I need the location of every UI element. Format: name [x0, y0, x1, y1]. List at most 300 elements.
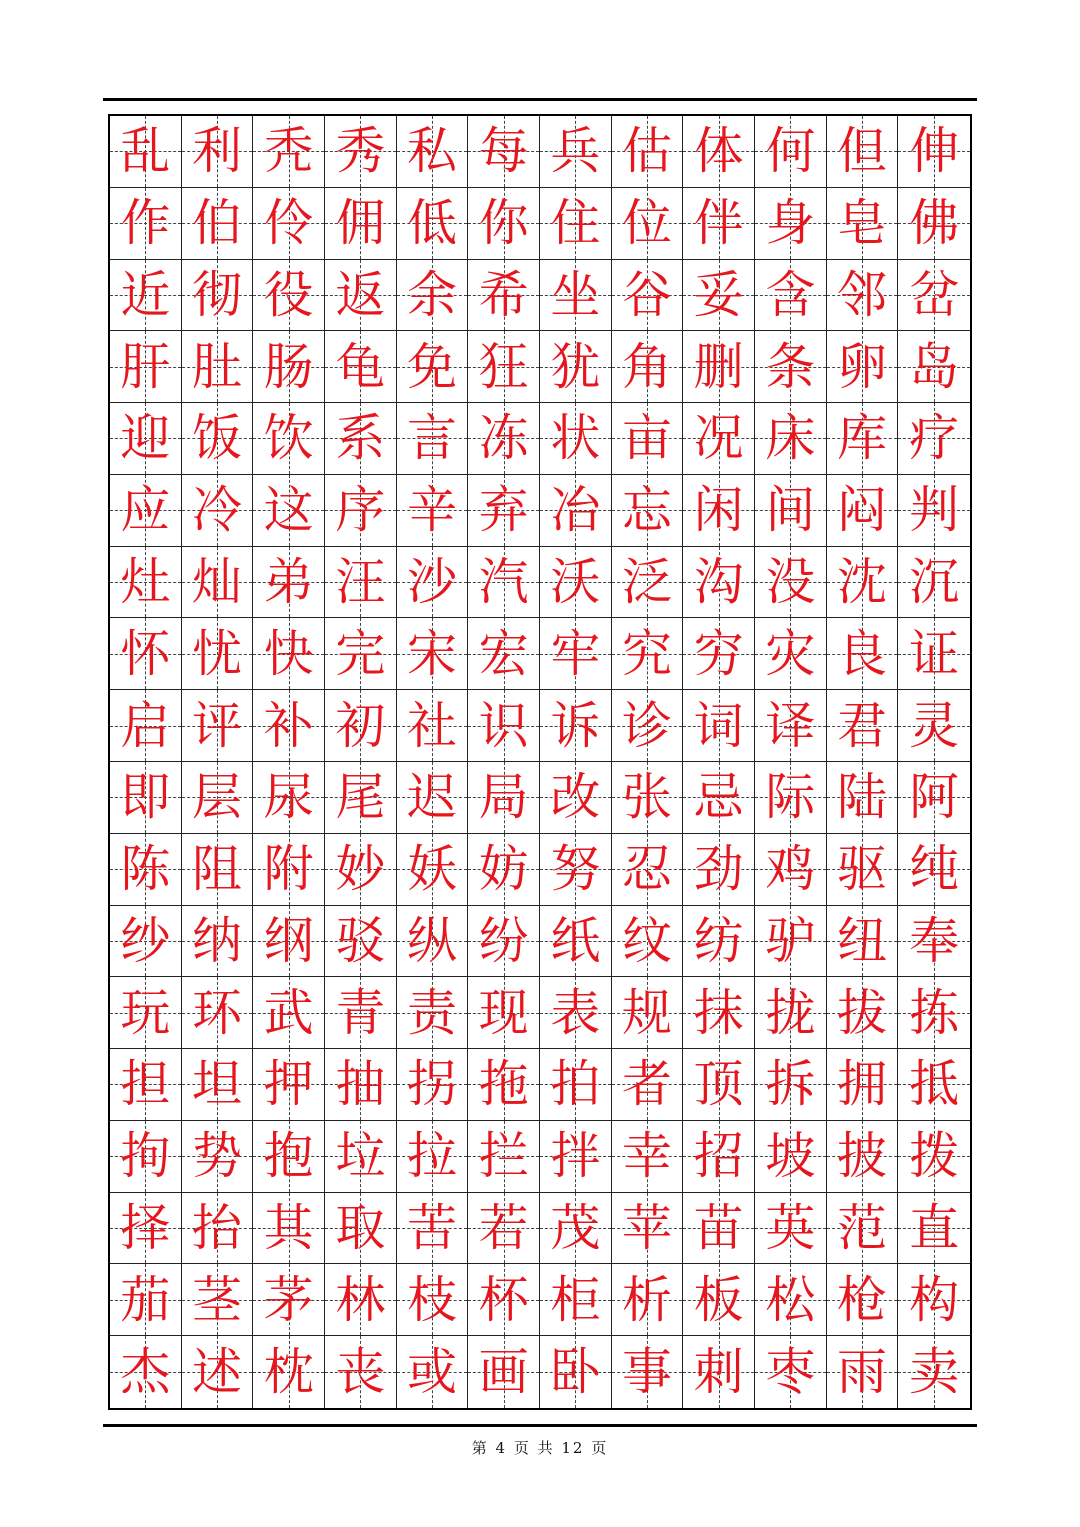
grid-cell — [827, 1121, 899, 1193]
grid-cell — [397, 188, 469, 260]
practice-character: 拥 — [836, 1055, 887, 1114]
grid-cell — [540, 1336, 612, 1408]
grid-cell — [612, 1264, 684, 1336]
practice-character: 评 — [191, 696, 242, 755]
practice-character: 顶 — [693, 1055, 744, 1114]
practice-character: 坐 — [550, 265, 601, 324]
grid-cell — [253, 618, 325, 690]
grid-cell — [540, 403, 612, 475]
practice-character: 苹 — [621, 1199, 672, 1258]
grid-cell — [397, 403, 469, 475]
practice-character: 伶 — [263, 194, 314, 253]
practice-character: 茂 — [550, 1199, 601, 1258]
practice-character: 忘 — [621, 481, 672, 540]
grid-cell — [827, 188, 899, 260]
grid-cell — [110, 1193, 182, 1265]
grid-cell — [827, 1049, 899, 1121]
grid-cell — [468, 547, 540, 619]
practice-character: 拘 — [120, 1127, 171, 1186]
practice-character: 抵 — [909, 1055, 960, 1114]
grid-cell — [253, 1121, 325, 1193]
grid-cell — [325, 547, 397, 619]
practice-character: 坦 — [191, 1055, 242, 1114]
grid-cell — [612, 1049, 684, 1121]
practice-character: 驱 — [836, 840, 887, 899]
practice-character: 卵 — [836, 337, 887, 396]
practice-character: 宋 — [406, 624, 457, 683]
grid-cell — [612, 762, 684, 834]
grid-cell — [325, 906, 397, 978]
grid-cell — [683, 260, 755, 332]
grid-cell — [325, 116, 397, 188]
grid-cell — [325, 834, 397, 906]
grid-cell — [612, 188, 684, 260]
grid-cell — [468, 834, 540, 906]
practice-character: 忍 — [621, 840, 672, 899]
practice-character: 疗 — [909, 409, 960, 468]
grid-cell — [827, 834, 899, 906]
grid-cell — [683, 906, 755, 978]
practice-character: 拦 — [478, 1127, 529, 1186]
grid-cell — [683, 690, 755, 762]
practice-character: 含 — [765, 265, 816, 324]
grid-cell — [468, 906, 540, 978]
practice-character: 牢 — [550, 624, 601, 683]
practice-character: 抱 — [263, 1127, 314, 1186]
grid-cell — [683, 1264, 755, 1336]
practice-character: 阻 — [191, 840, 242, 899]
grid-cell — [182, 475, 254, 547]
grid-cell — [540, 834, 612, 906]
grid-cell — [325, 1193, 397, 1265]
grid-cell — [898, 475, 970, 547]
grid-cell — [755, 331, 827, 403]
practice-character: 苦 — [406, 1199, 457, 1258]
grid-cell — [683, 977, 755, 1049]
practice-character: 纵 — [406, 911, 457, 970]
practice-character: 冷 — [191, 481, 242, 540]
practice-character: 这 — [263, 481, 314, 540]
grid-cell — [397, 906, 469, 978]
grid-cell — [468, 690, 540, 762]
practice-character: 位 — [621, 194, 672, 253]
grid-cell — [898, 977, 970, 1049]
grid-cell — [110, 547, 182, 619]
practice-character: 灵 — [909, 696, 960, 755]
practice-character: 究 — [621, 624, 672, 683]
practice-character: 杰 — [120, 1343, 171, 1402]
practice-character: 拣 — [909, 983, 960, 1042]
practice-character: 作 — [120, 194, 171, 253]
grid-cell — [397, 1193, 469, 1265]
grid-cell — [827, 1264, 899, 1336]
practice-character: 松 — [765, 1270, 816, 1329]
practice-character: 初 — [335, 696, 386, 755]
practice-character: 抹 — [693, 983, 744, 1042]
practice-character: 良 — [836, 624, 887, 683]
practice-character: 改 — [550, 768, 601, 827]
grid-cell — [468, 403, 540, 475]
practice-character: 岛 — [909, 337, 960, 396]
practice-character: 奉 — [909, 911, 960, 970]
practice-character: 邻 — [836, 265, 887, 324]
grid-cell — [325, 690, 397, 762]
grid-cell — [397, 260, 469, 332]
grid-cell — [683, 331, 755, 403]
grid-cell — [397, 977, 469, 1049]
grid-cell — [898, 618, 970, 690]
grid-cell — [325, 762, 397, 834]
grid-cell — [827, 690, 899, 762]
practice-character: 岔 — [909, 265, 960, 324]
practice-character: 纺 — [693, 911, 744, 970]
grid-cell — [253, 260, 325, 332]
grid-cell — [253, 906, 325, 978]
grid-cell — [827, 260, 899, 332]
practice-character: 附 — [263, 840, 314, 899]
grid-cell — [683, 834, 755, 906]
grid-cell — [898, 403, 970, 475]
grid-cell — [182, 1264, 254, 1336]
practice-character: 若 — [478, 1199, 529, 1258]
grid-cell — [827, 331, 899, 403]
grid-cell — [253, 1049, 325, 1121]
practice-character: 陈 — [120, 840, 171, 899]
grid-cell — [683, 403, 755, 475]
practice-character: 其 — [263, 1199, 314, 1258]
practice-character: 招 — [693, 1127, 744, 1186]
grid-cell — [110, 1049, 182, 1121]
grid-cell — [253, 977, 325, 1049]
practice-character: 际 — [765, 768, 816, 827]
grid-cell — [397, 1264, 469, 1336]
grid-cell — [683, 1049, 755, 1121]
grid-cell — [110, 116, 182, 188]
grid-cell — [827, 977, 899, 1049]
grid-cell — [397, 1121, 469, 1193]
practice-character: 补 — [263, 696, 314, 755]
practice-character: 伴 — [693, 194, 744, 253]
bottom-rule — [103, 1424, 977, 1427]
practice-character: 肚 — [191, 337, 242, 396]
grid-cell — [182, 331, 254, 403]
grid-cell — [540, 260, 612, 332]
grid-cell — [540, 977, 612, 1049]
practice-character: 灶 — [120, 553, 171, 612]
practice-character: 弃 — [478, 481, 529, 540]
grid-cell — [397, 1049, 469, 1121]
grid-cell — [540, 1121, 612, 1193]
grid-cell — [755, 906, 827, 978]
grid-cell — [683, 188, 755, 260]
grid-cell — [898, 1193, 970, 1265]
practice-character: 述 — [191, 1343, 242, 1402]
grid-cell — [683, 116, 755, 188]
practice-character: 估 — [621, 122, 672, 181]
grid-cell — [898, 1264, 970, 1336]
grid-cell — [898, 331, 970, 403]
practice-character: 你 — [478, 194, 529, 253]
practice-character: 库 — [836, 409, 887, 468]
grid-cell — [612, 116, 684, 188]
grid-cell — [110, 977, 182, 1049]
practice-character: 茎 — [191, 1270, 242, 1329]
practice-character: 枕 — [263, 1343, 314, 1402]
practice-character: 身 — [765, 194, 816, 253]
practice-character: 妨 — [478, 840, 529, 899]
grid-cell — [182, 547, 254, 619]
grid-cell — [827, 475, 899, 547]
grid-cell — [397, 618, 469, 690]
practice-character: 近 — [120, 265, 171, 324]
grid-cell — [540, 1264, 612, 1336]
practice-character: 间 — [765, 481, 816, 540]
grid-cell — [683, 1121, 755, 1193]
grid-cell — [612, 331, 684, 403]
practice-character: 沃 — [550, 553, 601, 612]
grid-cell — [253, 762, 325, 834]
grid-cell — [253, 690, 325, 762]
practice-character: 势 — [191, 1127, 242, 1186]
practice-character: 迎 — [120, 409, 171, 468]
grid-cell — [468, 1336, 540, 1408]
grid-cell — [612, 834, 684, 906]
grid-cell — [827, 762, 899, 834]
grid-cell — [182, 834, 254, 906]
grid-cell — [540, 618, 612, 690]
grid-cell — [253, 331, 325, 403]
grid-cell — [755, 1121, 827, 1193]
grid-cell — [325, 1121, 397, 1193]
practice-character: 表 — [550, 983, 601, 1042]
grid-cell — [612, 475, 684, 547]
grid-cell — [110, 1121, 182, 1193]
practice-character: 佣 — [335, 194, 386, 253]
grid-cell — [827, 1193, 899, 1265]
practice-character: 余 — [406, 265, 457, 324]
practice-character: 低 — [406, 194, 457, 253]
top-rule — [103, 98, 977, 101]
grid-cell — [182, 618, 254, 690]
grid-cell — [898, 1121, 970, 1193]
grid-cell — [325, 618, 397, 690]
grid-cell — [612, 906, 684, 978]
practice-character: 尾 — [335, 768, 386, 827]
practice-character: 佛 — [909, 194, 960, 253]
practice-character: 辛 — [406, 481, 457, 540]
practice-character: 宏 — [478, 624, 529, 683]
grid-cell — [325, 1049, 397, 1121]
practice-character: 利 — [191, 122, 242, 181]
grid-cell — [827, 116, 899, 188]
practice-character: 每 — [478, 122, 529, 181]
grid-cell — [325, 260, 397, 332]
grid-cell — [182, 1193, 254, 1265]
grid-cell — [325, 1264, 397, 1336]
grid-cell — [898, 260, 970, 332]
grid-cell — [325, 403, 397, 475]
practice-character: 沈 — [836, 553, 887, 612]
grid-cell — [612, 1336, 684, 1408]
practice-character: 床 — [765, 409, 816, 468]
character-practice-grid — [108, 114, 972, 1410]
practice-character: 君 — [836, 696, 887, 755]
practice-character: 证 — [909, 624, 960, 683]
practice-character: 何 — [765, 122, 816, 181]
grid-cell — [110, 1264, 182, 1336]
grid-cell — [468, 1264, 540, 1336]
practice-character: 忧 — [191, 624, 242, 683]
practice-character: 判 — [909, 481, 960, 540]
practice-character: 秃 — [263, 122, 314, 181]
practice-character: 住 — [550, 194, 601, 253]
practice-character: 杯 — [478, 1270, 529, 1329]
practice-character: 规 — [621, 983, 672, 1042]
practice-character: 况 — [693, 409, 744, 468]
practice-character: 序 — [335, 481, 386, 540]
practice-character: 条 — [765, 337, 816, 396]
grid-cell — [755, 1264, 827, 1336]
practice-character: 但 — [836, 122, 887, 181]
grid-cell — [110, 906, 182, 978]
grid-cell — [182, 1049, 254, 1121]
practice-character: 汪 — [335, 553, 386, 612]
grid-cell — [898, 1049, 970, 1121]
grid-cell — [755, 618, 827, 690]
practice-character: 林 — [335, 1270, 386, 1329]
grid-cell — [540, 331, 612, 403]
practice-character: 社 — [406, 696, 457, 755]
practice-character: 纳 — [191, 911, 242, 970]
grid-cell — [755, 1049, 827, 1121]
grid-cell — [253, 1264, 325, 1336]
grid-cell — [468, 260, 540, 332]
practice-character: 译 — [765, 696, 816, 755]
practice-character: 饭 — [191, 409, 242, 468]
practice-character: 枪 — [836, 1270, 887, 1329]
practice-character: 沟 — [693, 553, 744, 612]
grid-cell — [325, 475, 397, 547]
practice-character: 劲 — [693, 840, 744, 899]
practice-character: 阿 — [909, 768, 960, 827]
grid-cell — [827, 618, 899, 690]
grid-cell — [182, 762, 254, 834]
practice-character: 泛 — [621, 553, 672, 612]
practice-character: 诉 — [550, 696, 601, 755]
practice-character: 驴 — [765, 911, 816, 970]
practice-character: 构 — [909, 1270, 960, 1329]
grid-cell — [612, 260, 684, 332]
grid-cell — [683, 1193, 755, 1265]
practice-character: 纲 — [263, 911, 314, 970]
grid-cell — [110, 403, 182, 475]
practice-character: 坡 — [765, 1127, 816, 1186]
grid-cell — [755, 188, 827, 260]
practice-character: 谷 — [621, 265, 672, 324]
practice-character: 灾 — [765, 624, 816, 683]
practice-character: 刺 — [693, 1343, 744, 1402]
grid-cell — [540, 188, 612, 260]
grid-cell — [110, 834, 182, 906]
grid-cell — [110, 331, 182, 403]
grid-cell — [755, 547, 827, 619]
grid-cell — [755, 116, 827, 188]
grid-cell — [755, 403, 827, 475]
practice-character: 返 — [335, 265, 386, 324]
practice-character: 层 — [191, 768, 242, 827]
practice-character: 拔 — [836, 983, 887, 1042]
practice-character: 择 — [120, 1199, 171, 1258]
grid-cell — [182, 1336, 254, 1408]
grid-cell — [110, 762, 182, 834]
grid-cell — [397, 762, 469, 834]
practice-character: 冻 — [478, 409, 529, 468]
practice-character: 词 — [693, 696, 744, 755]
practice-character: 肠 — [263, 337, 314, 396]
practice-character: 伸 — [909, 122, 960, 181]
practice-character: 体 — [693, 122, 744, 181]
grid-cell — [468, 188, 540, 260]
practice-character: 雨 — [836, 1343, 887, 1402]
grid-cell — [898, 906, 970, 978]
practice-character: 事 — [621, 1343, 672, 1402]
grid-cell — [397, 834, 469, 906]
practice-character: 妖 — [406, 840, 457, 899]
practice-character: 尿 — [263, 768, 314, 827]
grid-cell — [253, 403, 325, 475]
practice-character: 板 — [693, 1270, 744, 1329]
practice-character: 拌 — [550, 1127, 601, 1186]
practice-character: 担 — [120, 1055, 171, 1114]
grid-cell — [755, 1193, 827, 1265]
practice-character: 删 — [693, 337, 744, 396]
grid-cell — [253, 1193, 325, 1265]
practice-character: 拐 — [406, 1055, 457, 1114]
grid-cell — [540, 690, 612, 762]
practice-character: 取 — [335, 1199, 386, 1258]
grid-cell — [468, 762, 540, 834]
practice-character: 拉 — [406, 1127, 457, 1186]
practice-character: 直 — [909, 1199, 960, 1258]
grid-cell — [253, 834, 325, 906]
practice-character: 抬 — [191, 1199, 242, 1258]
practice-character: 垃 — [335, 1127, 386, 1186]
grid-cell — [540, 475, 612, 547]
practice-character: 抽 — [335, 1055, 386, 1114]
practice-character: 或 — [406, 1343, 457, 1402]
grid-cell — [612, 1121, 684, 1193]
practice-character: 沉 — [909, 553, 960, 612]
practice-character: 丧 — [335, 1343, 386, 1402]
grid-cell — [540, 1193, 612, 1265]
grid-cell — [182, 906, 254, 978]
practice-character: 启 — [120, 696, 171, 755]
practice-character: 免 — [406, 337, 457, 396]
practice-character: 玩 — [120, 983, 171, 1042]
grid-cell — [683, 1336, 755, 1408]
grid-cell — [253, 475, 325, 547]
grid-cell — [110, 475, 182, 547]
grid-cell — [397, 331, 469, 403]
grid-cell — [253, 1336, 325, 1408]
grid-cell — [898, 690, 970, 762]
practice-character: 闷 — [836, 481, 887, 540]
grid-cell — [540, 906, 612, 978]
practice-character: 言 — [406, 409, 457, 468]
grid-cell — [397, 547, 469, 619]
grid-cell — [898, 547, 970, 619]
grid-cell — [540, 762, 612, 834]
